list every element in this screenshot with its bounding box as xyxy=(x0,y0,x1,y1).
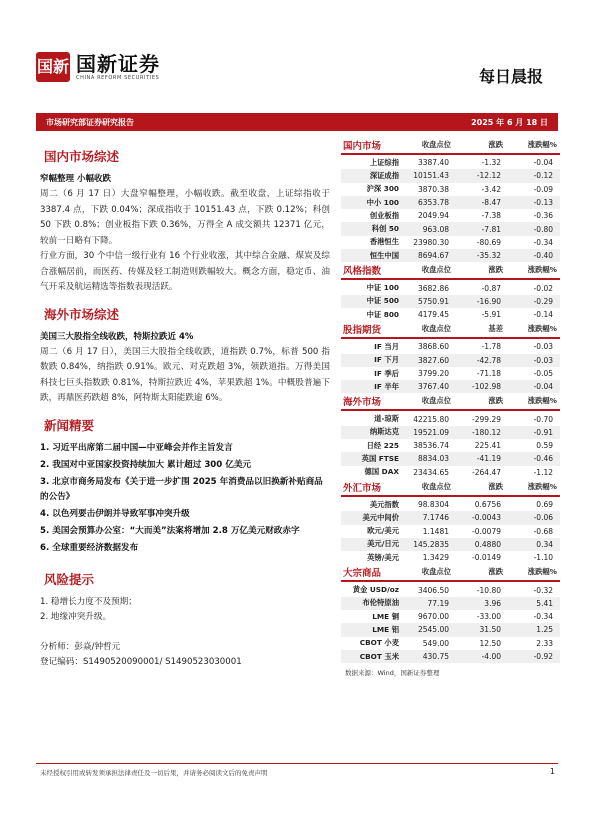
risk-list xyxy=(40,595,330,626)
change-value: -10.80 xyxy=(476,585,501,595)
change-value: -0.0149 xyxy=(472,553,501,563)
instrument-name: IF 半年 xyxy=(374,381,399,391)
instrument-name: IF 下月 xyxy=(374,355,399,365)
instrument-name: 德国 DAX xyxy=(364,467,399,477)
change-value: -299.29 xyxy=(472,414,501,424)
close-value: 38536.74 xyxy=(413,441,449,451)
market-table xyxy=(341,321,560,393)
market-table-title: 股指期货 xyxy=(343,325,382,337)
disclaimer-text: 未经授权引用或转发须承担法律责任及一切后果，并请务必阅读文后的免责声明 xyxy=(40,769,268,777)
market-table-title: 海外市场 xyxy=(343,397,382,409)
table-row xyxy=(341,281,560,294)
column-header: 涨跌 xyxy=(488,396,503,406)
column-header: 收盘点位 xyxy=(421,567,451,577)
column-header: 涨跌幅% xyxy=(527,481,557,491)
change-percent: 1.25 xyxy=(536,625,553,635)
change-value: -12.12 xyxy=(476,171,501,181)
column-header: 收盘点位 xyxy=(421,324,451,334)
column-header: 收盘点位 xyxy=(421,396,451,406)
table-row xyxy=(341,156,560,169)
instrument-name: CBOT 玉米 xyxy=(359,651,399,661)
close-value: 1.3429 xyxy=(422,553,449,563)
change-percent: -0.34 xyxy=(533,612,553,622)
risk-item: 2. 地缘冲突升级。 xyxy=(40,612,112,622)
table-row xyxy=(341,196,560,209)
instrument-name: IF 当月 xyxy=(374,341,399,351)
table-row xyxy=(341,412,560,425)
table-row xyxy=(341,452,560,465)
change-percent: -0.92 xyxy=(533,652,553,662)
instrument-name: 上证综指 xyxy=(369,157,399,167)
market-table-header xyxy=(341,564,560,582)
close-value: 3682.86 xyxy=(417,283,449,293)
change-value: -7.81 xyxy=(481,224,501,234)
table-row xyxy=(341,466,560,479)
news-item: 4. 以色列要击伊朗并导致军事冲突升级 xyxy=(40,508,190,519)
change-value: 225.41 xyxy=(474,441,501,451)
instrument-name: LME 铜 xyxy=(372,611,399,621)
column-header: 涨跌 xyxy=(488,265,503,275)
close-value: 4179.45 xyxy=(417,310,449,320)
news-list xyxy=(40,441,330,556)
change-value: -16.90 xyxy=(476,296,501,306)
change-value: -0.0079 xyxy=(472,526,501,536)
change-percent: -0.80 xyxy=(533,224,553,234)
instrument-name: 沪深 300 xyxy=(366,184,399,194)
change-percent: -1.10 xyxy=(533,553,553,563)
change-percent: 5.41 xyxy=(536,598,553,608)
change-value: -4.00 xyxy=(481,652,501,662)
left-column xyxy=(40,145,330,671)
change-value: -5.91 xyxy=(481,310,501,320)
table-row xyxy=(341,637,560,650)
change-value: 31.50 xyxy=(479,625,501,635)
instrument-name: 道-琼斯 xyxy=(374,414,399,424)
overseas-paragraph: 周二（6 月 17 日），美国三大股指全线收跌，道指跌 0.7%，标普 500 指数跌 0.84%，纳指跌 0.91%。欧元、对克跌超 3%，领跌道指。万得美国科技七巨头指数跌 0.81%，特斯拉跌近 4%，苹果跌超 1%。中概股普遍下跌，再鼎医药跌超 8%，阿特斯太阳能跌逾 6%。 xyxy=(40,346,330,403)
market-table-title: 国内市场 xyxy=(343,141,382,152)
close-value: 3387.40 xyxy=(417,158,449,168)
change-percent: -0.32 xyxy=(533,585,553,595)
domestic-paragraph-2: 行业方面，30 个中信一级行业有 16 个行业收涨，其中综合金融、煤炭及综合涨幅居前，而医药、传媒及轻工制造则跌幅较大。概念方面，稳定币、油气开采及航运精选等指数表现活跃。 xyxy=(40,251,330,292)
close-value: 430.75 xyxy=(422,652,449,662)
instrument-name: 日经 225 xyxy=(366,440,399,450)
change-percent: -0.40 xyxy=(533,251,553,261)
instrument-name: 黄金 USD/oz xyxy=(352,585,399,595)
column-header: 涨跌 xyxy=(488,140,503,149)
change-value: -42.78 xyxy=(476,355,501,365)
market-table-header xyxy=(341,479,560,497)
table-row xyxy=(341,236,560,249)
column-header: 涨跌幅% xyxy=(527,140,557,149)
instrument-name: 中证 500 xyxy=(366,296,399,306)
report-banner xyxy=(36,113,558,131)
overseas-subtitle: 美国三大股指全线收跌，特斯拉跌近 4% xyxy=(40,331,194,342)
author-info xyxy=(40,640,330,671)
news-item: 1. 习近平出席第二届中国—中亚峰会并作主旨发言 xyxy=(40,442,233,453)
change-value: -71.18 xyxy=(476,369,501,378)
risk-section-title: 风险提示 xyxy=(44,571,95,587)
close-value: 3868.60 xyxy=(417,342,449,352)
news-item: 5. 美国会预算办公室：“大而美”法案将增加 2.8 万亿美元财政赤字 xyxy=(40,525,300,536)
table-row xyxy=(341,249,560,262)
change-percent: -0.34 xyxy=(533,237,553,247)
table-row xyxy=(341,340,560,353)
change-value: -80.69 xyxy=(476,237,501,247)
news-item: 2. 我国对中亚国家投资持续加大 累计超过 300 亿美元 xyxy=(40,459,252,470)
change-percent: -1.12 xyxy=(533,467,553,477)
domestic-section-title: 国内市场综述 xyxy=(44,149,120,164)
instrument-name: 恒生中国 xyxy=(369,250,399,260)
change-percent: -0.05 xyxy=(533,369,553,378)
close-value: 8834.03 xyxy=(417,454,449,464)
change-percent: -0.09 xyxy=(533,184,553,194)
table-row xyxy=(341,354,560,367)
instrument-name: 中证 800 xyxy=(366,309,399,319)
close-value: 98.8304 xyxy=(417,500,449,510)
table-row xyxy=(341,551,560,564)
close-value: 8694.67 xyxy=(417,251,449,261)
change-percent: 0.34 xyxy=(536,539,553,549)
change-value: -102.98 xyxy=(472,382,501,392)
change-value: 12.50 xyxy=(479,638,501,648)
change-percent: -0.36 xyxy=(533,211,553,221)
close-value: 9670.00 xyxy=(417,612,449,622)
change-percent: -0.03 xyxy=(533,355,553,365)
table-row xyxy=(341,597,560,610)
market-data-panel xyxy=(341,137,560,677)
column-header: 基差 xyxy=(488,324,503,334)
close-value: 23434.65 xyxy=(413,467,449,477)
instrument-name: 创业板指 xyxy=(369,210,399,220)
instrument-name: 纳斯达克 xyxy=(369,427,399,437)
change-percent: -0.46 xyxy=(533,454,553,464)
change-value: -3.42 xyxy=(481,184,501,194)
change-value: 0.6756 xyxy=(474,500,501,510)
close-value: 2545.00 xyxy=(417,625,449,635)
close-value: 77.19 xyxy=(427,598,449,608)
close-value: 3870.38 xyxy=(417,184,449,194)
change-value: -35.32 xyxy=(476,251,501,261)
change-percent: -0.14 xyxy=(533,310,553,320)
instrument-name: 美元/日元 xyxy=(367,539,399,549)
table-row xyxy=(341,439,560,452)
market-table-title: 风格指数 xyxy=(343,266,382,278)
close-value: 3827.60 xyxy=(417,355,449,365)
instrument-name: 中证 100 xyxy=(366,283,399,293)
change-value: -180.12 xyxy=(472,427,501,437)
close-value: 3406.50 xyxy=(417,585,449,595)
change-percent: -0.68 xyxy=(533,526,553,536)
change-percent: 2.33 xyxy=(536,638,553,648)
instrument-name: 香港恒生 xyxy=(369,237,399,247)
news-item: 3. 北京市商务局发布《关于进一步扩围 2025 年消费品以旧换新补贴商品的公告》 xyxy=(40,476,323,502)
risk-item: 1. 稳增长力度不及预期； xyxy=(40,596,137,607)
column-header: 涨跌幅% xyxy=(527,324,557,334)
instrument-name: 美元中间价 xyxy=(362,512,399,522)
market-table-header xyxy=(341,321,560,339)
market-table xyxy=(341,564,560,663)
close-value: 145.2835 xyxy=(413,539,449,549)
table-row xyxy=(341,426,560,439)
close-value: 549.00 xyxy=(422,638,449,648)
change-percent: -0.91 xyxy=(533,427,553,437)
report-date: 2025 年 6 月 18 日 xyxy=(471,117,548,127)
table-row xyxy=(341,169,560,182)
close-value: 23980.30 xyxy=(413,237,449,247)
close-value: 3767.40 xyxy=(417,382,449,392)
market-table xyxy=(341,262,560,321)
market-table-header xyxy=(341,393,560,411)
close-value: 2049.94 xyxy=(417,211,449,221)
table-row xyxy=(341,183,560,196)
table-row xyxy=(341,498,560,511)
change-value: 3.96 xyxy=(484,598,501,608)
change-percent: -0.12 xyxy=(533,171,553,181)
footer-divider xyxy=(36,763,558,764)
instrument-name: 英国 FTSE xyxy=(361,453,399,463)
change-percent: -0.29 xyxy=(533,296,553,306)
column-header: 涨跌 xyxy=(488,481,503,491)
close-value: 3799.20 xyxy=(417,369,449,378)
logo-mark: 国新 xyxy=(36,52,70,82)
change-percent: 0.69 xyxy=(536,500,553,510)
close-value: 7.1746 xyxy=(422,513,449,523)
market-table-title: 大宗商品 xyxy=(343,568,382,580)
change-value: -7.38 xyxy=(481,211,501,221)
change-percent: -0.04 xyxy=(533,382,553,392)
page-number: 1 xyxy=(549,767,555,776)
instrument-name: 中小 100 xyxy=(366,197,399,207)
market-table xyxy=(341,479,560,564)
change-value: -0.0043 xyxy=(472,513,501,523)
change-value: -1.78 xyxy=(481,342,501,352)
logo-name-en: CHINA REFORM SECURITIES xyxy=(76,75,160,81)
table-row xyxy=(341,209,560,222)
company-logo xyxy=(36,52,160,82)
table-row xyxy=(341,367,560,380)
column-header: 收盘点位 xyxy=(421,265,451,275)
data-source-note: 数据来源：Wind，国新证券整理 xyxy=(345,669,440,678)
instrument-name: LME 铝 xyxy=(372,624,399,634)
logo-name-cn: 国新证券 xyxy=(76,52,160,76)
market-table-title: 外汇市场 xyxy=(343,482,382,494)
table-row xyxy=(341,538,560,551)
table-row xyxy=(341,380,560,393)
table-row xyxy=(341,308,560,321)
close-value: 1.1481 xyxy=(422,526,449,536)
change-percent: -0.03 xyxy=(533,342,553,352)
close-value: 19521.09 xyxy=(413,427,449,437)
column-header: 收盘点位 xyxy=(421,140,451,149)
change-value: -8.47 xyxy=(481,198,501,208)
domestic-subtitle: 窄幅整理 小幅收跌 xyxy=(40,174,111,184)
department-label: 市场研究部证券研究报告 xyxy=(46,117,134,127)
close-value: 42215.80 xyxy=(413,414,449,424)
table-row xyxy=(341,623,560,636)
table-row xyxy=(341,583,560,596)
market-table-header xyxy=(341,262,560,280)
instrument-name: IF 季后 xyxy=(374,368,399,378)
registration-codes: 登记编码：S1490520090001/ S1490523030001 xyxy=(40,657,242,667)
column-header: 涨跌幅% xyxy=(527,567,557,577)
market-table-header xyxy=(341,137,560,155)
instrument-name: CBOT 小麦 xyxy=(359,638,399,648)
close-value: 6353.78 xyxy=(417,198,449,208)
column-header: 涨跌 xyxy=(488,567,503,577)
change-value: -264.47 xyxy=(472,467,501,477)
column-header: 涨跌幅% xyxy=(527,396,557,406)
change-value: 0.4880 xyxy=(474,539,501,549)
column-header: 收盘点位 xyxy=(421,481,451,491)
market-table xyxy=(341,137,560,262)
news-section-title: 新闻精要 xyxy=(44,417,95,433)
table-row xyxy=(341,610,560,623)
domestic-paragraph-1: 周二（6 月 17 日）大盘窄幅整理，小幅收跌。截至收盘，上证综指收于 3387.4 点，下跌 0.04%；深成指收于 10151.43 点，下跌 0.12%；科创 50 下跌 0.8%；创业板指下跌 0.36%，万得全 A 成交额共 12371 亿元，较前一日略有下降。 xyxy=(40,189,330,246)
news-item: 6. 全球重要经济数据发布 xyxy=(40,542,139,553)
change-percent: 0.59 xyxy=(536,441,553,451)
change-percent: -0.04 xyxy=(533,158,553,168)
table-row xyxy=(341,222,560,235)
overseas-section-title: 海外市场综述 xyxy=(44,306,120,322)
change-value: -0.87 xyxy=(481,283,501,293)
close-value: 5750.91 xyxy=(417,296,449,306)
change-percent: -0.02 xyxy=(533,283,553,293)
change-percent: -0.70 xyxy=(533,414,553,424)
table-row xyxy=(341,525,560,538)
table-row xyxy=(341,295,560,308)
change-value: -1.32 xyxy=(481,158,501,168)
market-table xyxy=(341,393,560,478)
instrument-name: 布伦特原油 xyxy=(362,598,399,608)
close-value: 963.08 xyxy=(422,224,449,234)
instrument-name: 深证成指 xyxy=(369,170,399,180)
change-percent: -0.13 xyxy=(533,198,553,208)
table-row xyxy=(341,511,560,524)
document-type: 每日晨报 xyxy=(478,67,543,86)
change-percent: -0.06 xyxy=(533,513,553,523)
close-value: 10151.43 xyxy=(413,171,449,181)
change-value: -41.19 xyxy=(476,454,501,464)
instrument-name: 英镑/美元 xyxy=(367,552,399,562)
table-row xyxy=(341,650,560,663)
analyst-names: 分析师：彭焱/钟哲元 xyxy=(40,641,121,652)
instrument-name: 欧元/美元 xyxy=(367,526,399,536)
column-header: 涨跌幅% xyxy=(527,265,557,275)
change-value: -33.00 xyxy=(476,612,501,622)
instrument-name: 美元指数 xyxy=(369,499,399,509)
instrument-name: 科创 50 xyxy=(371,224,399,234)
